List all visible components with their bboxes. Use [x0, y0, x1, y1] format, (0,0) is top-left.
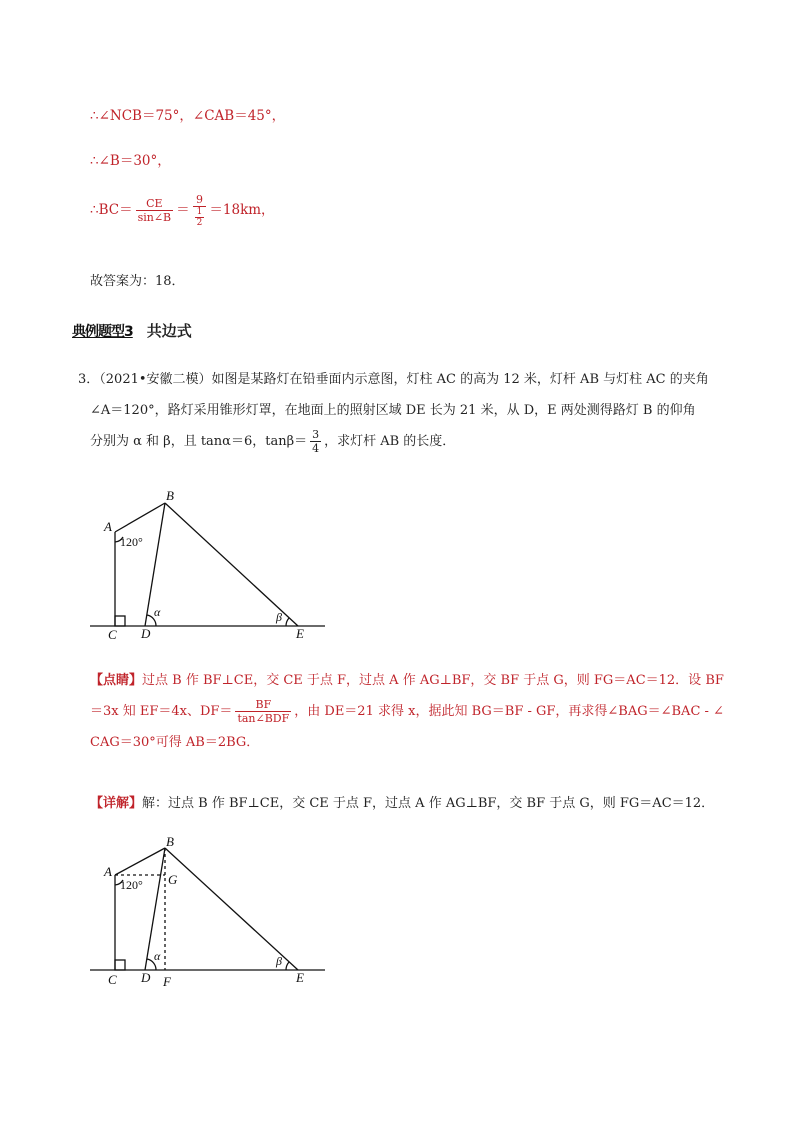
- label-b: B: [166, 834, 174, 849]
- label-c: C: [108, 972, 117, 987]
- hint-line-2: [90, 696, 730, 727]
- label-f: F: [163, 974, 171, 989]
- label-120: 120°: [120, 878, 143, 892]
- problem-line-1: 3．（2021•安徽二模）如图是某路灯在铅垂面内示意图，灯柱 AC 的高为 12 米，灯杆 AB 与灯柱 AC 的夹角: [78, 372, 709, 387]
- frac-den: 2: [196, 218, 203, 228]
- fraction-3-4: [310, 428, 321, 455]
- detail-text: 解：过点 B 作 BF⊥CE，交 CE 于点 F，过点 A 作 AG⊥BF，交 BF 于点 G，则 FG＝AC＝12．: [142, 796, 715, 811]
- hint-block: [90, 665, 730, 758]
- hint-text-1: 过点 B 作 BF⊥CE，交 CE 于点 F，过点 A 作 AG⊥BF，交 BF 于点 G，则 FG＝AC＝12．设 BF: [142, 673, 724, 688]
- bc-result: ＝18km，: [209, 202, 275, 218]
- hint-tag: 【点睛】: [90, 673, 143, 688]
- frac-num: 1: [196, 207, 203, 217]
- label-beta: β: [276, 610, 282, 624]
- solution-line-2: ∴∠B＝30°，: [90, 153, 171, 169]
- solution-line-3: [90, 193, 275, 228]
- detail-tag: 【详解】: [90, 796, 143, 811]
- figure-2: [80, 830, 340, 1000]
- label-beta: β: [276, 954, 282, 968]
- problem-line-3-prefix: 分别为 α 和 β，且 tanα＝6，tanβ＝: [90, 434, 308, 449]
- frac-den: tan∠BDF: [237, 712, 290, 725]
- hint-text-2a: ＝3x 知 EF＝4x、DF＝: [90, 704, 233, 719]
- rod-ab: [115, 503, 165, 532]
- section-heading: [72, 320, 192, 341]
- frac-den: sin∠B: [137, 211, 172, 224]
- label-a: A: [104, 864, 112, 879]
- frac-num: CE: [136, 197, 174, 211]
- label-e: E: [296, 626, 304, 641]
- fraction-bf-tan: [235, 698, 291, 725]
- label-b: B: [166, 488, 174, 503]
- frac-num: 3: [312, 428, 320, 441]
- rod-ab: [115, 848, 165, 875]
- problem-line-2: ∠A＝120°，路灯采用锥形灯罩，在地面上的照射区域 DE 长为 21 米，从 D，E 两处测得路灯 B 的仰角: [90, 403, 696, 418]
- label-d: D: [141, 970, 151, 985]
- right-angle-mark: [115, 616, 125, 626]
- section-badge: 典例题型3: [72, 324, 133, 340]
- fraction-half: [195, 207, 205, 228]
- problem-line-3: [90, 426, 730, 457]
- hint-text-2b: ，由 DE＝21 求得 x，据此知 BG＝BF - GF，再求得∠BAG＝∠BAC - ∠: [294, 704, 724, 719]
- frac-den: 4: [312, 442, 320, 455]
- answer-line: 故答案为：18．: [90, 274, 185, 289]
- label-g: G: [168, 872, 178, 887]
- beta-arc: [286, 618, 289, 626]
- frac-num: 9: [193, 193, 207, 207]
- label-a: A: [104, 519, 112, 534]
- label-d: D: [141, 626, 151, 641]
- label-alpha: α: [154, 605, 161, 619]
- hint-line-3: CAG＝30°可得 AB＝2BG．: [90, 735, 260, 750]
- frac-den: [193, 207, 207, 228]
- line-be: [165, 503, 298, 626]
- frac-num: BF: [235, 698, 291, 712]
- fraction-9-half: [193, 193, 207, 228]
- bc-prefix: ∴BC＝: [90, 202, 133, 218]
- label-e: E: [296, 970, 304, 985]
- right-angle-mark: [115, 960, 125, 970]
- line-be: [165, 848, 298, 970]
- solution-line-1: ∴∠NCB＝75°，∠CAB＝45°，: [90, 108, 286, 124]
- problem-line-3-suffix: ，求灯杆 AB 的长度．: [324, 434, 456, 449]
- problem-text: [78, 364, 730, 457]
- hint-line-1: [90, 665, 730, 696]
- section-title: 共边式: [146, 322, 192, 340]
- detail-line: [90, 792, 714, 811]
- label-120: 120°: [120, 535, 143, 549]
- beta-arc: [286, 962, 289, 970]
- label-c: C: [108, 627, 117, 642]
- figure-1: [80, 480, 340, 650]
- fraction-ce-sinb: [136, 197, 174, 224]
- label-alpha: α: [154, 949, 161, 963]
- equals-sign: ＝: [176, 202, 190, 218]
